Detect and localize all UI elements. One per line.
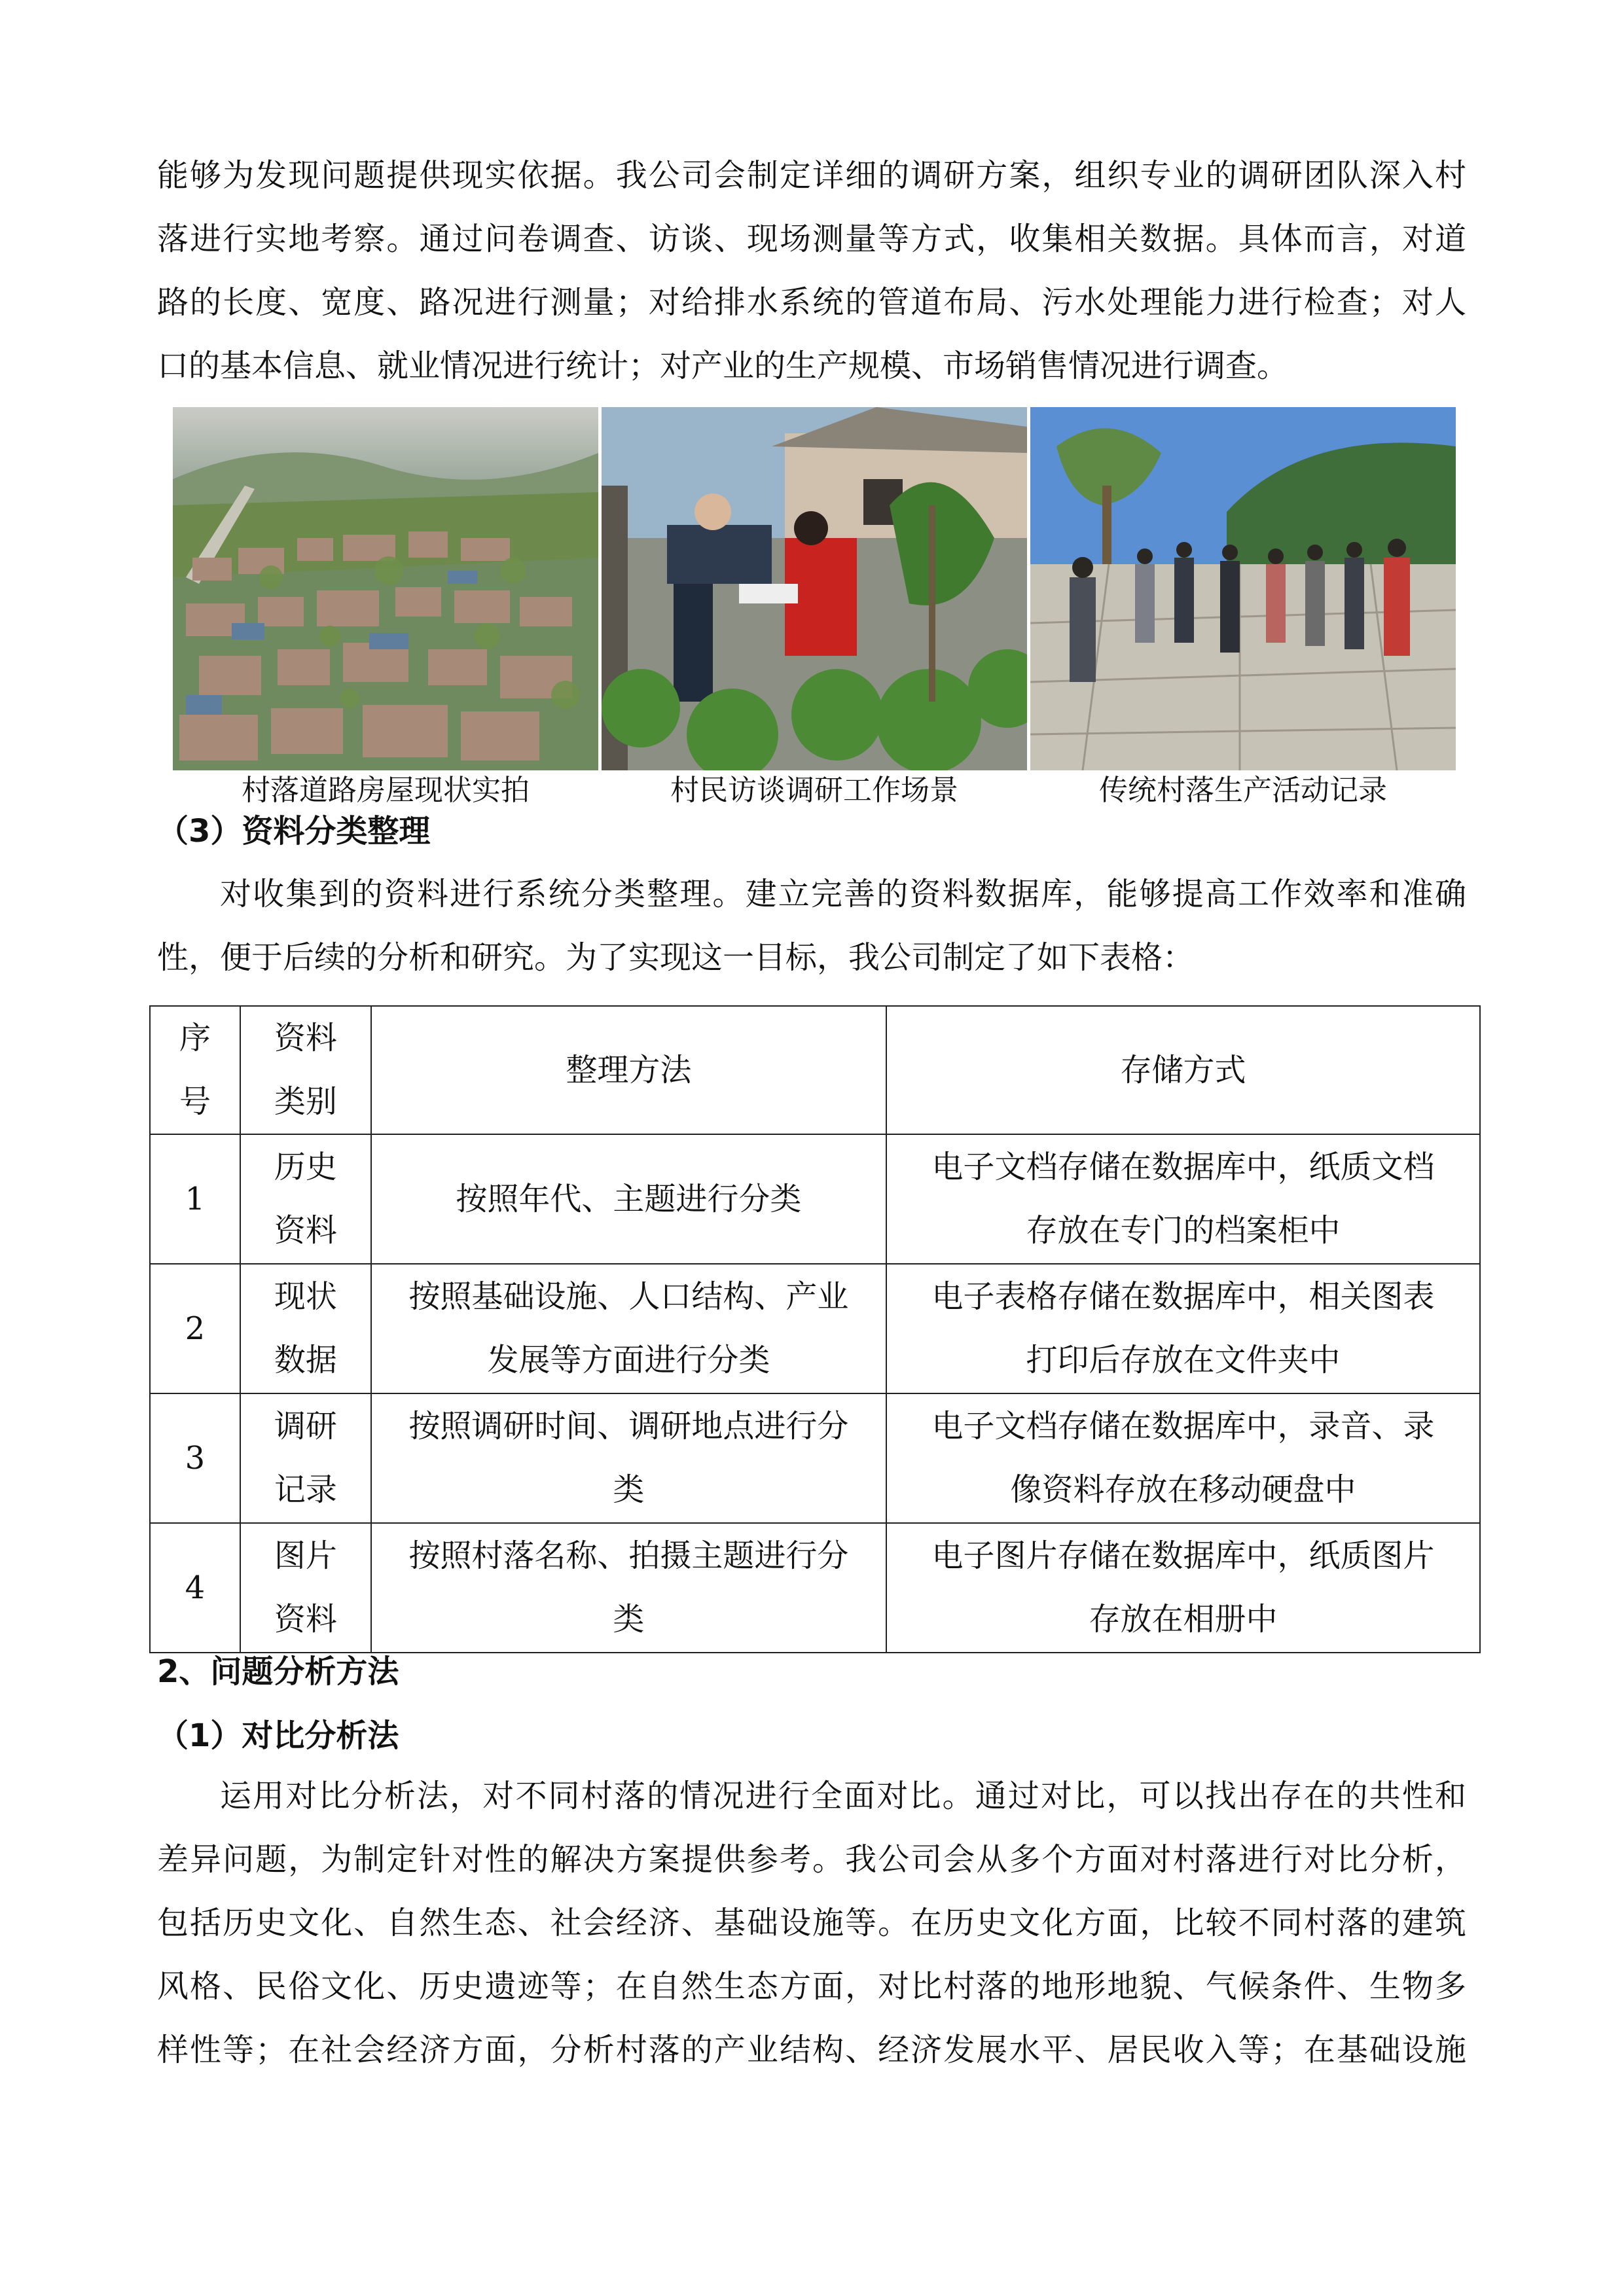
photo-strip [173,407,1456,774]
table-row [150,1134,1480,1264]
table-header-row [150,1006,1480,1134]
cell-storage: 电子图片存储在数据库中，纸质图片 存放在相册中 [886,1523,1480,1653]
cell-category: 历史 资料 [240,1134,371,1264]
cell-storage: 电子文档存储在数据库中，录音、录 像资料存放在移动硬盘中 [886,1393,1480,1523]
photo-village-activity [1030,407,1456,770]
header-cell-storage: 存储方式 [886,1006,1480,1134]
photo-caption: 传统村落生产活动记录 [1099,774,1387,807]
text-line: 落进行实地考察。通过问卷调查、访谈、现场测量等方式，收集相关数据。具体而言，对道 [157,221,1466,257]
cell-category: 调研 记录 [240,1393,371,1523]
text-line: 口的基本信息、就业情况进行统计；对产业的生产规模、市场销售情况进行调查。 [157,348,1289,384]
header-cell-num: 序 号 [150,1006,240,1134]
photo-caption: 村民访谈调研工作场景 [670,774,958,807]
cell-method: 按照调研时间、调研地点进行分 类 [371,1393,886,1523]
header-cell-category: 资料 类别 [240,1006,371,1134]
table-row [150,1523,1480,1653]
text-line: 差异问题，为制定针对性的解决方案提供参考。我公司会从多个方面对村落进行对比分析， [157,1841,1466,1878]
cell-category: 图片 资料 [240,1523,371,1653]
text-line: 风格、民俗文化、历史遗迹等；在自然生态方面，对比村落的地形地貌、气候条件、生物多 [157,1968,1466,2005]
table-row [150,1393,1480,1523]
photo-village-aerial [173,407,598,770]
cell-method: 按照基础设施、人口结构、产业 发展等方面进行分类 [371,1264,886,1393]
subsection-heading: （1）对比分析法 [157,1717,399,1754]
cell-method: 按照年代、主题进行分类 [371,1134,886,1264]
photo-caption: 村落道路房屋现状实拍 [242,774,530,807]
photo-villager-interview [602,407,1027,770]
cell-category: 现状 数据 [240,1264,371,1393]
text-line: 包括历史文化、自然生态、社会经济、基础设施等。在历史文化方面，比较不同村落的建筑 [157,1905,1466,1941]
cell-num: 2 [150,1264,240,1393]
section2-paragraph [157,1765,1466,2082]
header-cell-method: 整理方法 [371,1006,886,1134]
cell-num: 1 [150,1134,240,1264]
section3-paragraph [157,863,1466,990]
section-heading: 2、问题分析方法 [157,1653,399,1690]
text-line: 运用对比分析法，对不同村落的情况进行全面对比。通过对比，可以找出存在的共性和 [220,1778,1466,1814]
cell-storage: 电子文档存储在数据库中，纸质文档 存放在专门的档案柜中 [886,1134,1480,1264]
cell-num: 4 [150,1523,240,1653]
text-line: 性，便于后续的分析和研究。为了实现这一目标，我公司制定了如下表格： [157,939,1195,976]
text-line: 路的长度、宽度、路况进行测量；对给排水系统的管道布局、污水处理能力进行检查；对人 [157,284,1466,321]
intro-paragraph [157,144,1466,398]
section-heading: （3）资料分类整理 [157,813,431,850]
cell-num: 3 [150,1393,240,1523]
table-row [150,1264,1480,1393]
cell-storage: 电子表格存储在数据库中，相关图表 打印后存放在文件夹中 [886,1264,1480,1393]
text-line: 对收集到的资料进行系统分类整理。建立完善的资料数据库，能够提高工作效率和准确 [220,876,1466,912]
cell-method: 按照村落名称、拍摄主题进行分 类 [371,1523,886,1653]
text-line: 能够为发现问题提供现实依据。我公司会制定详细的调研方案，组织专业的调研团队深入村 [157,157,1466,194]
classification-table [149,1005,1481,1653]
text-line: 样性等；在社会经济方面，分析村落的产业结构、经济发展水平、居民收入等；在基础设施 [157,2032,1466,2068]
